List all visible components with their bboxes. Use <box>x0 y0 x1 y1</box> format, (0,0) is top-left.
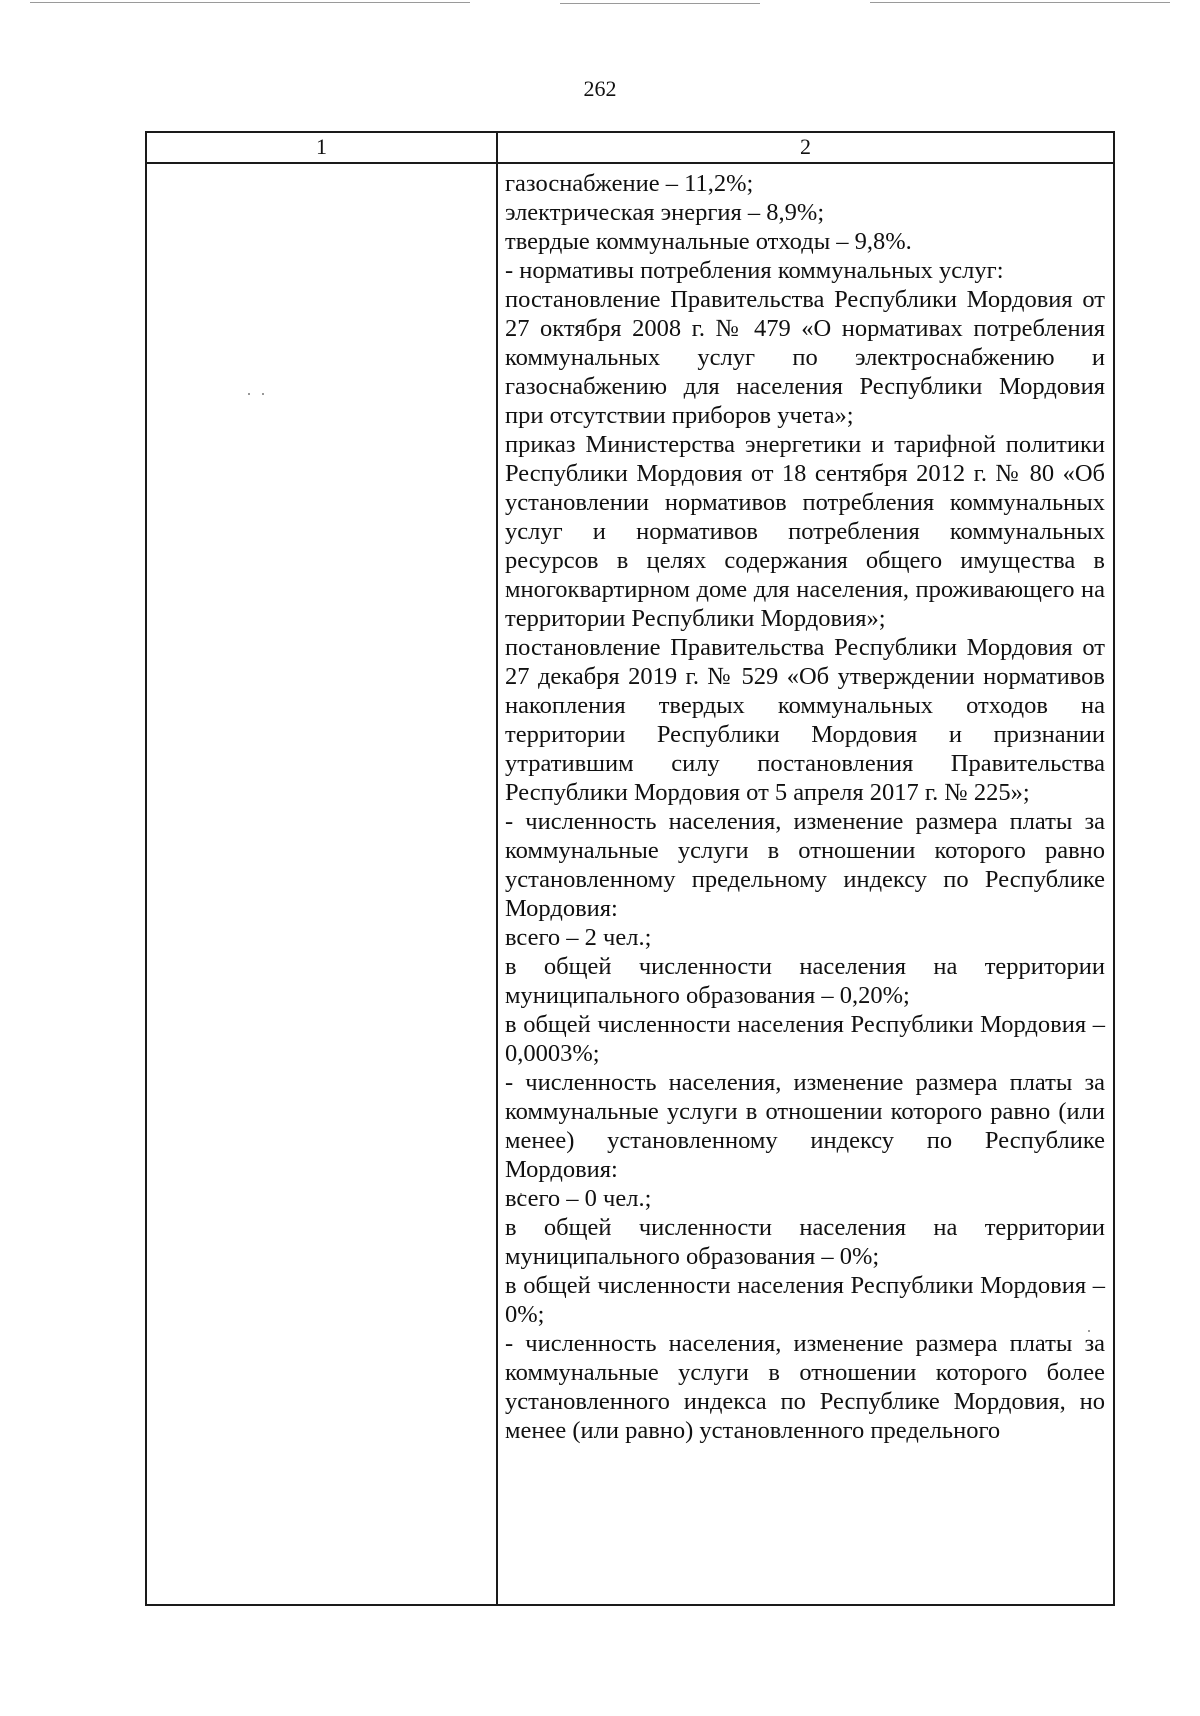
text-paragraph: приказ Министерства энергетики и тарифной политики Республики Мордовия от 18 сентября 2012 г. № 80 «Об установлении нормативов потребления коммунальных услуг и нормативов потребления коммунальных ресурсов в целях содержания общего имущества в многоквартирном доме для населения, проживающего на территории Республики Мордовия»; <box>505 431 1105 632</box>
document-table <box>145 131 1115 1606</box>
text-line: всего – 0 чел.; <box>505 1185 652 1212</box>
text-paragraph: постановление Правительства Республики Мордовия от 27 декабря 2019 г. № 529 «Об утверждении нормативов накопления твердых коммунальных отходов на территории Республики Мордовия и признании утратившим силу постановления Правительства Республики Мордовия от 5 апреля 2017 г. № 225»; <box>505 634 1105 806</box>
text-paragraph: в общей численности населения на территории муниципального образования – 0,20%; <box>505 953 1105 1009</box>
column-2-header: 2 <box>800 134 811 159</box>
text-line: всего – 2 чел.; <box>505 924 652 951</box>
text-line: газоснабжение – 11,2%; <box>505 170 754 197</box>
column-divider <box>496 133 498 1604</box>
text-paragraph: - численность населения, изменение размера платы за коммунальные услуги в отношении которого равно (или менее) установленному индексу по Республике Мордовия: <box>505 1069 1105 1183</box>
text-paragraph: постановление Правительства Республики Мордовия от 27 октября 2008 г. № 479 «О нормативах потребления коммунальных услуг по электроснабжению и газоснабжению для населения Республики Мордовия при отсутствии приборов учета»; <box>505 286 1105 429</box>
text-paragraph: в общей численности населения Республики Мордовия – 0%; <box>505 1272 1105 1328</box>
text-paragraph: в общей численности населения Республики Мордовия – 0,0003%; <box>505 1011 1105 1067</box>
scan-edge-mark <box>560 3 760 4</box>
text-line: твердые коммунальные отходы – 9,8%. <box>505 228 912 255</box>
page-number: 262 <box>583 76 617 101</box>
scan-edge-mark <box>870 2 1170 3</box>
text-line: электрическая энергия – 8,9%; <box>505 199 825 226</box>
table-header-row <box>147 133 1113 164</box>
text-line: - нормативы потребления коммунальных услуг: <box>505 257 1004 284</box>
text-paragraph: - численность населения, изменение размера платы за коммунальные услуги в отношении которого более установленного индекса по Республике Мордовия, но менее (или равно) установленного предельного <box>505 1330 1105 1444</box>
text-paragraph: - численность населения, изменение размера платы за коммунальные услуги в отношении которого равно установленному предельному индексу по Республике Мордовия: <box>505 808 1105 922</box>
scan-edge-mark <box>30 2 470 3</box>
column-1-header: 1 <box>316 134 327 159</box>
column-2-cell <box>505 169 1105 1445</box>
text-paragraph: в общей численности населения на территории муниципального образования – 0%; <box>505 1214 1105 1270</box>
